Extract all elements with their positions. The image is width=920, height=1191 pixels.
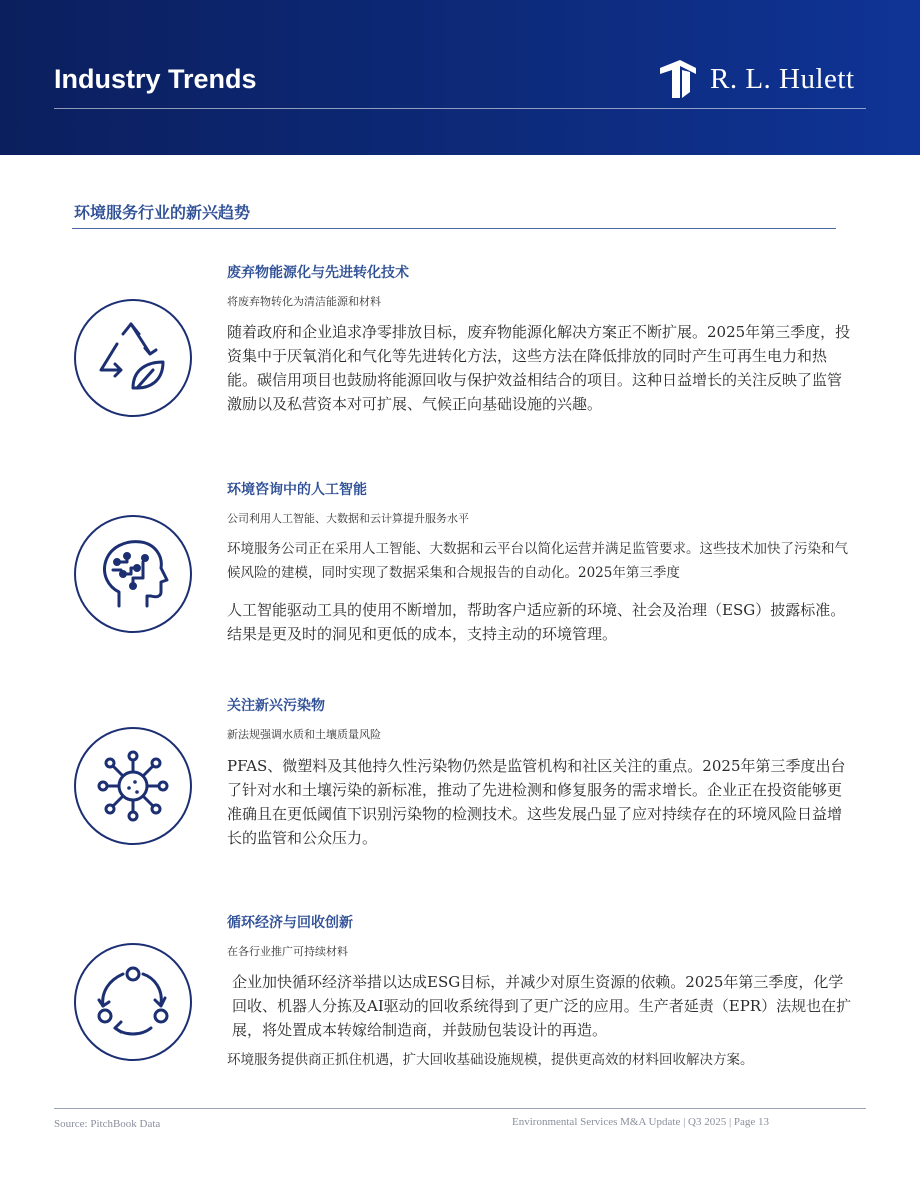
rl-hulett-logo-mark-icon xyxy=(658,58,698,100)
header-divider xyxy=(54,108,866,109)
section-divider xyxy=(72,228,836,229)
ai-head-icon xyxy=(74,515,192,633)
trend-title: 环境咨询中的人工智能 xyxy=(227,482,367,498)
circular-economy-icon xyxy=(74,943,192,1061)
footer-source: Source: PitchBook Data xyxy=(54,1118,161,1130)
footer-page-info: Environmental Services M&A Update | Q3 2025 | Page 13 xyxy=(512,1116,770,1128)
trend-title: 废弃物能源化与先进转化技术 xyxy=(227,265,409,281)
page-title: Industry Trends xyxy=(54,64,257,94)
trend-body: 企业加快循环经济举措以达成ESG目标，并减少对原生资源的依赖。2025年第三季度，化学回收、机器人分拣及AI驱动的回收系统得到了更广泛的应用。生产者延责（EPR）法规也在扩展，将处置成本转嫁给制造商，并鼓励包装设计的再造。 xyxy=(232,973,852,1039)
recycle-leaf-icon xyxy=(74,299,192,417)
footer-divider xyxy=(54,1108,866,1109)
trend-subtitle: 将废弃物转化为清洁能源和材料 xyxy=(227,295,381,308)
trend-subtitle: 在各行业推广可持续材料 xyxy=(227,945,348,958)
trend-body-continued: 环境服务提供商正抓住机遇，扩大回收基础设施规模，提供更高效的材料回收解决方案。 xyxy=(227,1052,754,1068)
section-title: 环境服务行业的新兴趋势 xyxy=(74,203,251,222)
contaminant-molecule-icon xyxy=(74,727,192,845)
header-banner xyxy=(0,0,920,155)
trend-subtitle: 新法规强调水质和土壤质量风险 xyxy=(227,728,381,741)
trend-title: 循环经济与回收创新 xyxy=(227,915,353,931)
trend-body: 环境服务公司正在采用人工智能、大数据和云平台以简化运营并满足监管要求。这些技术加快了污染和气候风险的建模，同时实现了数据采集和合规报告的自动化。2025年第三季度 xyxy=(227,541,848,581)
logo-text: R. L. Hulett xyxy=(710,62,855,95)
trend-body-continued: 人工智能驱动工具的使用不断增加，帮助客户适应新的环境、社会及治理（ESG）披露标准。结果是更及时的洞见和更低的成本，支持主动的环境管理。 xyxy=(227,601,846,643)
trend-title: 关注新兴污染物 xyxy=(227,698,325,714)
trend-subtitle: 公司利用人工智能、大数据和云计算提升服务水平 xyxy=(227,512,469,525)
trend-body: 随着政府和企业追求净零排放目标，废弃物能源化解决方案正不断扩展。2025年第三季度，投资集中于厌氧消化和气化等先进转化方法，这些方法在降低排放的同时产生可再生电力和热能。碳信用项目也鼓励将能源回收与保护效益相结合的项目。这种日益增长的关注反映了监管激励以及私营资本对可扩展、气候正向基础设施的兴趣。 xyxy=(227,323,851,413)
trend-body: PFAS、微塑料及其他持久性污染物仍然是监管机构和社区关注的重点。2025年第三季度出台了针对水和土壤污染的新标准，推动了先进检测和修复服务的需求增长。企业正在投资能够更准确且在更低阈值下识别污染物的检测技术。这些发展凸显了应对持续存在的环境风险日益增长的监管和公众压力。 xyxy=(227,757,846,847)
company-logo xyxy=(658,58,855,100)
